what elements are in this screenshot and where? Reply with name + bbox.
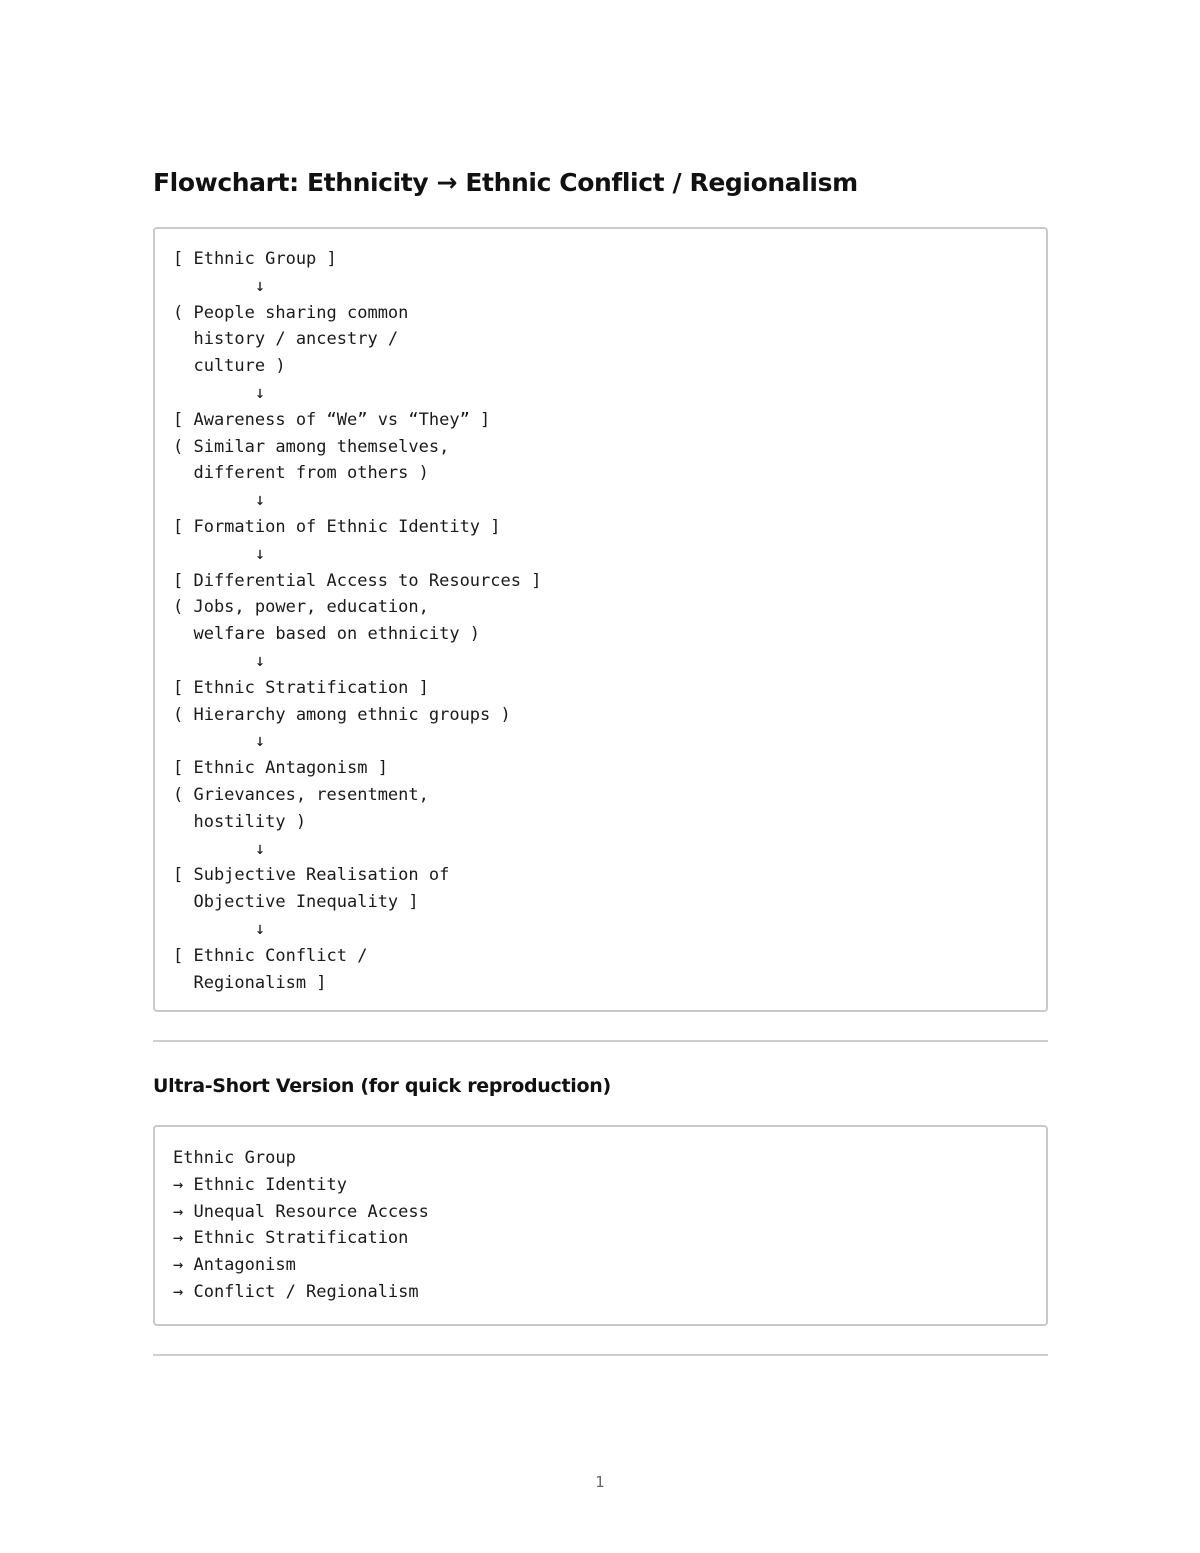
flowchart-text: [ Ethnic Group ] ↓ ( People sharing common history / ancestry / culture ) ↓ [ Awareness of “We” vs “They” ] ( Similar among themselves, different from others ) ↓ [ Formation of Ethnic Identity ] ↓ [ Differential Access to Resources ] ( Jobs, power, education, welfare based on ethnicity ) ↓ [ Ethnic Stratification ] ( Hierarchy among ethnic groups ) ↓ [ Ethnic Antagonism ] ( Grievances, resentment, hostility ) ↓ [ Subjective Realisation of Objective Inequality ] ↓ [ Ethnic Conflict / Regionalism ] (173, 249, 542, 993)
section-heading: Ultra-Short Version (for quick reproduction) (153, 1075, 611, 1097)
horizontal-divider (153, 1040, 1048, 1042)
flowchart-code-block (153, 227, 1048, 1012)
short-version-text: Ethnic Group → Ethnic Identity → Unequal Resource Access → Ethnic Stratification → Antagonism → Conflict / Regionalism (173, 1148, 429, 1302)
short-version-code-block (153, 1125, 1048, 1326)
page-number: 1 (595, 1473, 605, 1491)
horizontal-divider (153, 1354, 1048, 1356)
page-title: Flowchart: Ethnicity → Ethnic Conflict / Regionalism (153, 168, 858, 197)
